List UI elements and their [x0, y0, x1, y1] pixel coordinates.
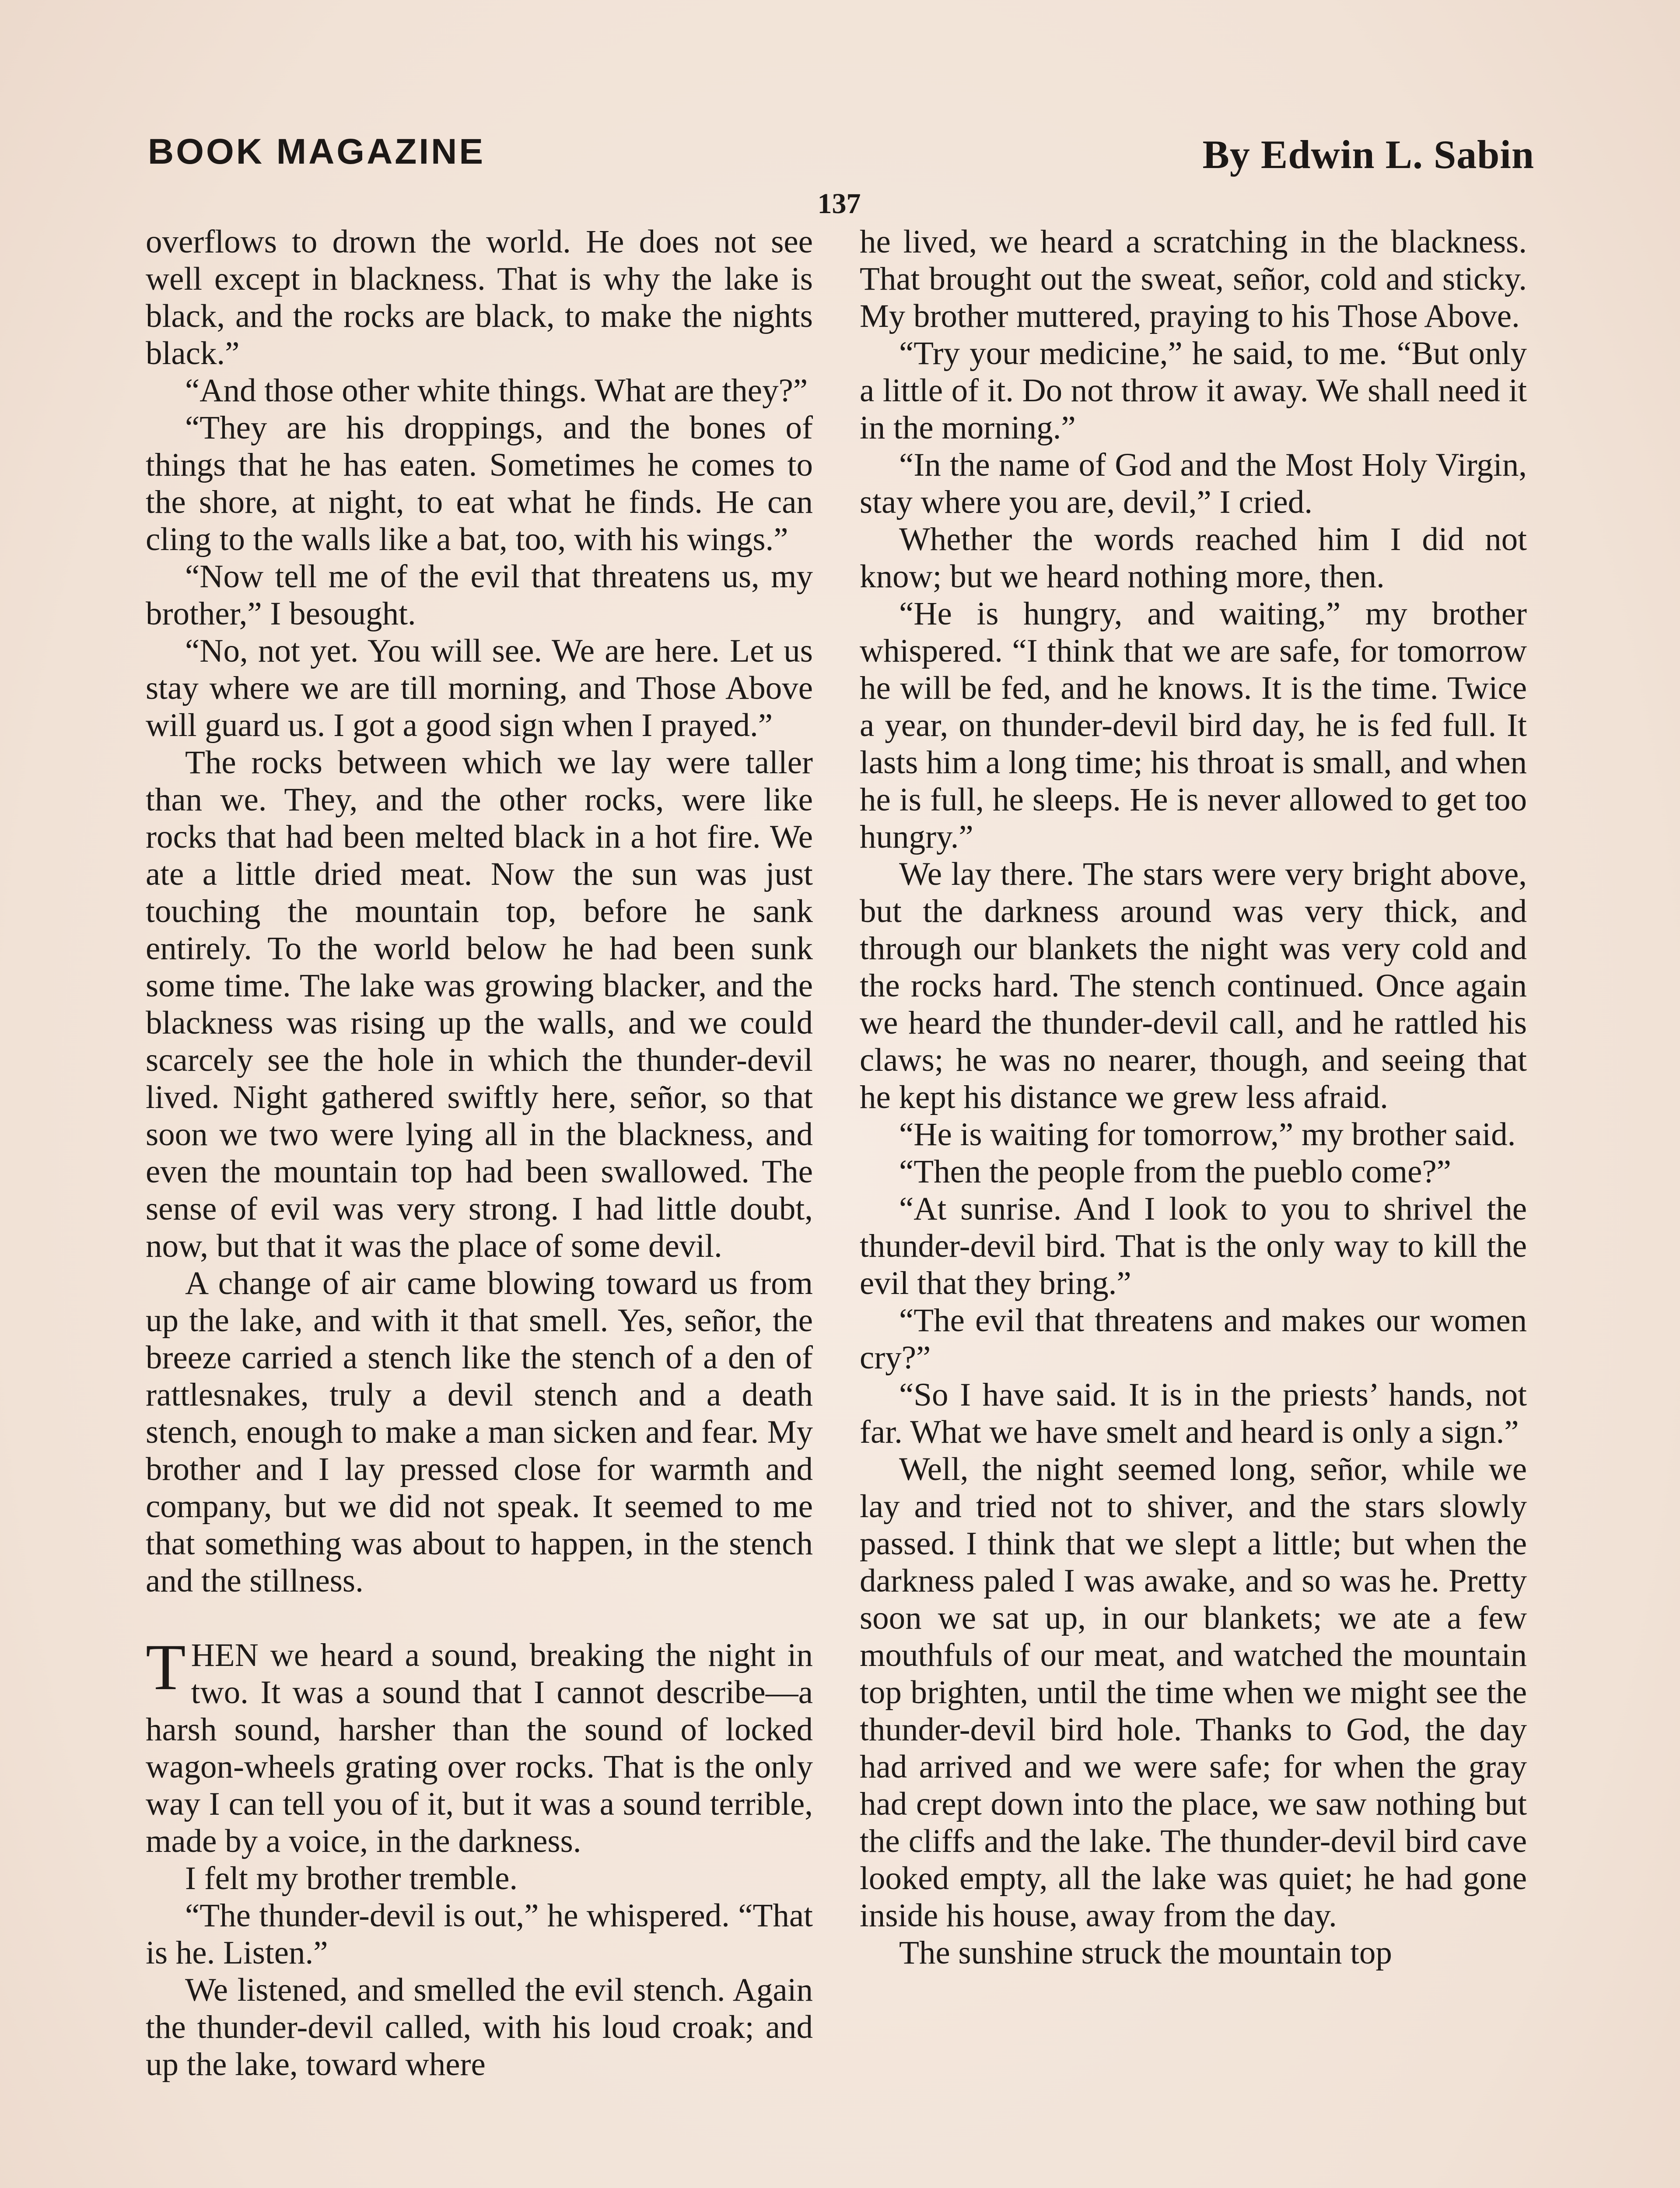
- paragraph: “Now tell me of the evil that threatens us, my brother,” I besought.: [146, 558, 813, 632]
- paragraph: “In the name of God and the Most Holy Virgin, stay where you are, devil,” I cried.: [860, 447, 1527, 520]
- paragraph: The rocks between which we lay were taller than we. They, and the other rocks, were like rocks that had been melted black in a hot fire. We ate a little dried meat. Now the sun was just touching the mountain top, before he sank entirely. To the world below he had been sunk some time. The lake was growing blacker, and the blackness was rising up the walls, and we could scarcely see the hole in which the thunder-devil lived. Night gathered swiftly here, señor, so that soon we two were lying all in the blackness, and even the mountain top had been swallowed. The sense of evil was very strong. I had little doubt, now, but that it was the place of some devil.: [146, 744, 813, 1264]
- paragraph: We lay there. The stars were very bright above, but the darkness around was very thick, and through our blankets the night was very cold and the rocks hard. The stench continued. Once again we heard the thunder-devil call, and he rattled his claws; he was no nearer, though, and seeing that he kept his distance we grew less afraid.: [860, 856, 1527, 1115]
- paragraph: “And those other white things. What are they?”: [185, 372, 808, 409]
- paragraph: I felt my brother tremble.: [185, 1860, 518, 1897]
- paragraph: We listened, and smelled the evil stench. Again the thunder-devil called, with his loud croak; and up the lake, toward where: [146, 1972, 813, 2083]
- paragraph: “Then the people from the pueblo come?”: [899, 1154, 1451, 1190]
- paragraph: The sunshine struck the mountain top: [899, 1935, 1392, 1971]
- paragraph: “At sunrise. And I look to you to shrivel the thunder-devil bird. That is the only way to kill the evil that they bring.”: [860, 1191, 1527, 1301]
- paragraph: “They are his droppings, and the bones of things that he has eaten. Sometimes he comes to the shore, at night, to eat what he finds. He can cling to the walls like a bat, too, with his wings.”: [146, 410, 813, 558]
- paragraph: overflows to drown the world. He does not see well except in blackness. That is why the lake is black, and the rocks are black, to make the nights black.”: [146, 224, 813, 372]
- paragraph: “He is hungry, and waiting,” my brother whispered. “I think that we are safe, for tomorrow he will be fed, and he knows. It is the time. Twice a year, on thunder-devil bird day, he is fed full. It lasts him a long time; his throat is small, and when he is full, he sleeps. He is never allowed to get too hungry.”: [860, 596, 1527, 855]
- left-column: [146, 223, 813, 2083]
- right-column: [860, 223, 1527, 1971]
- paragraph: A change of air came blowing toward us from up the lake, and with it that smell. Yes, señor, the breeze carried a stench like the stench of a den of rattlesnakes, truly a devil stench and a death stench, enough to make a man sicken and fear. My brother and I lay pressed close for warmth and company, but we did not speak. It seemed to me that something was about to happen, in the stench and the stillness.: [146, 1265, 813, 1599]
- paragraph: he lived, we heard a scratching in the blackness. That brought out the sweat, señor, cold and sticky. My brother muttered, praying to his Those Above.: [860, 224, 1527, 334]
- paragraph: Whether the words reached him I did not know; but we heard nothing more, then.: [860, 521, 1527, 595]
- section-opening-paragraph: [146, 1631, 813, 1860]
- paragraph: “Try your medicine,” he said, to me. “But only a little of it. Do not throw it away. We shall need it in the morning.”: [860, 335, 1527, 446]
- author-byline: By Edwin L. Sabin: [1202, 132, 1534, 177]
- paragraph: “So I have said. It is in the priests’ hands, not far. What we have smelt and heard is only a sign.”: [860, 1377, 1527, 1450]
- section-opening-text: HEN we heard a sound, breaking the night in two. It was a sound that I cannot describe—a harsh sound, harsher than the sound of locked wagon-wheels grating over rocks. That is the only way I can tell you of it, but it was a sound terrible, made by a voice, in the darkness.: [146, 1637, 813, 1859]
- drop-cap: T: [146, 1631, 186, 1704]
- paragraph: “No, not yet. You will see. We are here. Let us stay where we are till morning, and Those Above will guard us. I got a good sign when I prayed.”: [146, 633, 813, 743]
- paragraph: “He is waiting for tomorrow,” my brother said.: [899, 1116, 1516, 1153]
- magazine-title: BOOK MAGAZINE: [148, 132, 486, 172]
- paragraph: “The thunder-devil is out,” he whispered. “That is he. Listen.”: [146, 1897, 813, 1971]
- paragraph: Well, the night seemed long, señor, while we lay and tried not to shiver, and the stars slowly passed. I think that we slept a little; but when the darkness paled I was awake, and so was he. Pretty soon we sat up, in our blankets; we ate a few mouthfuls of our meat, and watched the mountain top brighten, until the time when we might see the thunder-devil bird hole. Thanks to God, the day had arrived and we were safe; for when the gray had crept down into the place, we saw nothing but the cliffs and the lake. The thunder-devil bird cave looked empty, all the lake was quiet; he had gone inside his house, away from the day.: [860, 1451, 1527, 1934]
- page-number: 137: [817, 188, 861, 220]
- paragraph: “The evil that threatens and makes our women cry?”: [860, 1302, 1527, 1376]
